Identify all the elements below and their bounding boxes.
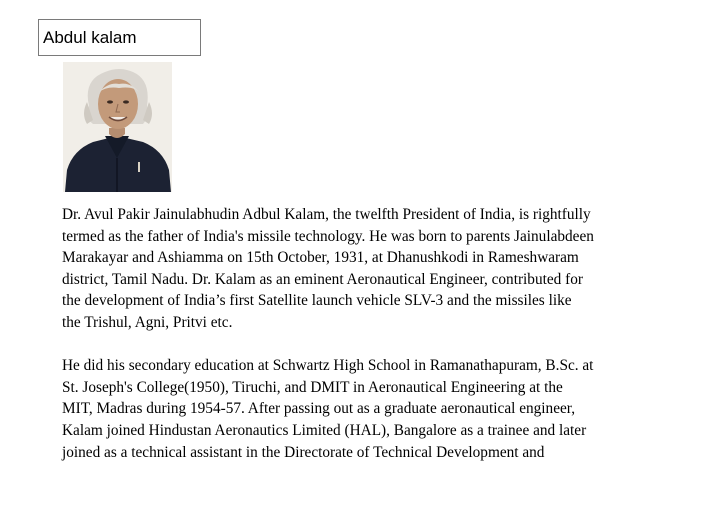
title-text-box [38,19,201,56]
text-line: joined as a technical assistant in the Directorate of Technical Development and [62,443,545,461]
text-line: Marakayar and Ashiamma on 15th October, 1931, at Dhanushkodi in Rameshwaram [62,249,579,267]
portrait-illustration [63,62,172,192]
text-line: He did his secondary education at Schwartz High School in Ramanathapuram, B.Sc. at [62,357,594,375]
text-line: the Trishul, Agni, Pritvi etc. [62,313,233,331]
page-title: Abdul kalam [43,28,137,47]
text-line: termed as the father of India's missile technology. He was born to parents Jainulabdeen [62,227,594,245]
text-line: the development of India’s first Satellite launch vehicle SLV-3 and the missiles like [62,292,572,310]
text-line: Dr. Avul Pakir Jainulabhudin Adbul Kalam, the twelfth President of India, is rightfully [62,206,591,223]
text-line: MIT, Madras during 1954-57. After passing out as a graduate aeronautical engineer, [62,400,576,418]
biography-text [62,204,682,463]
portrait-photo [63,62,172,192]
paragraph-1 [62,204,682,334]
text-line: Kalam joined Hindustan Aeronautics Limited (HAL), Bangalore as a trainee and later [62,421,587,439]
text-line: district, Tamil Nadu. Dr. Kalam as an eminent Aeronautical Engineer, contributed for [62,270,583,288]
text-line: St. Joseph's College(1950), Tiruchi, and DMIT in Aeronautical Engineering at the [62,378,563,396]
paragraph-2 [62,355,682,463]
